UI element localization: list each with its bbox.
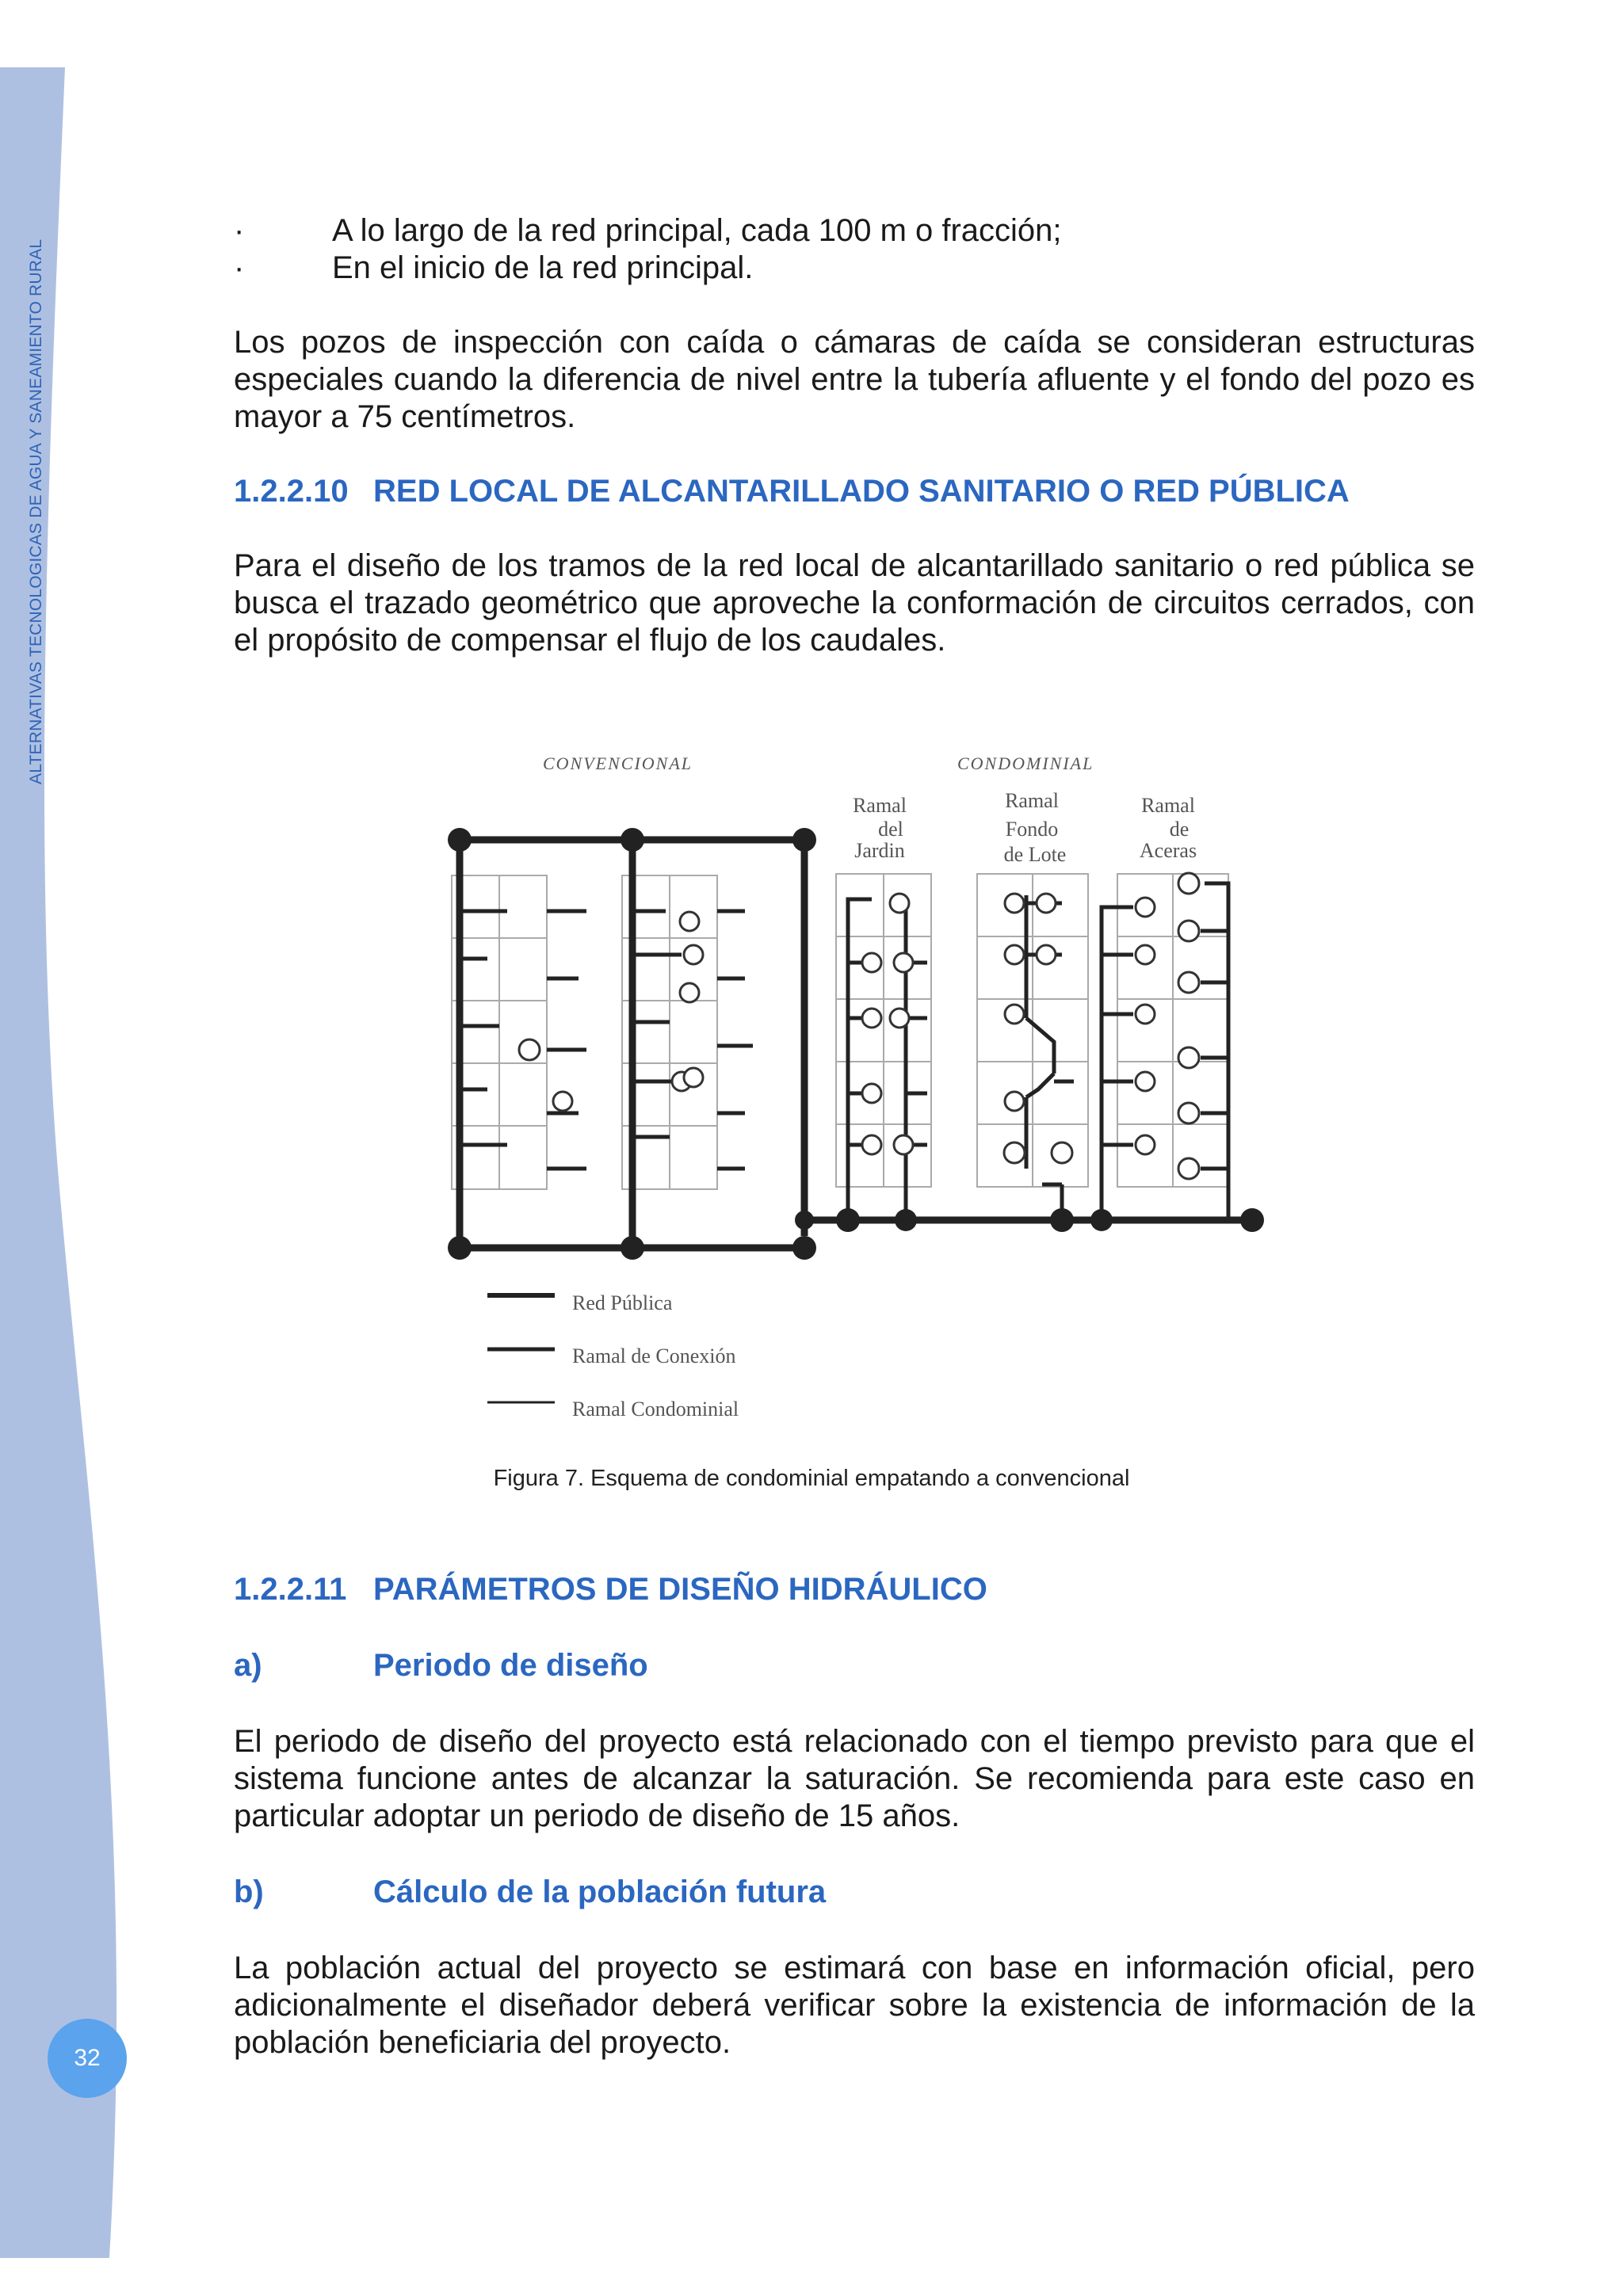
page-content-lower <box>234 1571 1475 2061</box>
ramal-aceras-line1: Ramal <box>1141 794 1195 817</box>
subheading-marker: b) <box>234 1875 264 1909</box>
section-heading-red-local <box>234 473 1475 510</box>
figure-caption: Figura 7. Esquema de condominial empatando a convencional <box>493 1466 1130 1491</box>
section-title: RED LOCAL DE ALCANTARILLADO SANITARIO O RED PÚBLICA <box>373 474 1350 509</box>
bullet-item <box>234 250 1475 287</box>
paragraph-trazado: Para el diseño de los tramos de la red local de alcantarillado sanitario o red pública se busca el trazado geométrico que aproveche la conformación de circuitos cerrados, con el propósito de compensar el flujo de los caudales. <box>234 548 1475 658</box>
subheading-title: Cálculo de la población futura <box>373 1875 827 1909</box>
subheading-title: Periodo de diseño <box>373 1648 648 1683</box>
paragraph-periodo: El periodo de diseño del proyecto está relacionado con el tiempo previsto para que el sistema funcione antes de alcanzar la saturación. Se recomienda para este caso en particular adoptar un periodo de diseño de 15 años. <box>234 1724 1475 1833</box>
subheading-periodo <box>234 1647 1475 1684</box>
ramal-aceras-line3: Aceras <box>1139 839 1197 862</box>
bullet-text: A lo largo de la red principal, cada 100 m o fracción; <box>332 213 1062 248</box>
section-title: PARÁMETROS DE DISEÑO HIDRÁULICO <box>373 1572 987 1607</box>
ramal-fondo-line3: de Lote <box>1003 843 1067 866</box>
bullet-text: En el inicio de la red principal. <box>332 250 754 285</box>
page-number-badge: 32 <box>48 2019 127 2098</box>
bullet-marker: · <box>234 250 245 285</box>
section-heading-parametros <box>234 1571 1475 1608</box>
legend-red-publica: Red Pública <box>572 1291 673 1314</box>
figure-condominial <box>428 741 1276 1430</box>
side-band <box>0 0 127 2296</box>
bullet-marker: · <box>234 213 245 248</box>
paragraph-poblacion: La población actual del proyecto se estimará con base en información oficial, pero adicionalmente el diseñador deberá verificar sobre la existencia de información de la población beneficiaria del proyecto. <box>234 1951 1475 2060</box>
legend-ramal-condominial: Ramal Condominial <box>572 1398 739 1421</box>
page-content <box>234 212 1475 659</box>
label-convencional: CONVENCIONAL <box>543 753 693 773</box>
ramal-fondo-line1: Ramal <box>1005 789 1059 812</box>
figure-diagram <box>428 741 1276 1430</box>
ramal-jardin-line2: del <box>878 818 903 841</box>
bullet-item <box>234 212 1475 250</box>
ramal-aceras-line2: de <box>1169 818 1190 841</box>
sidebar-vertical-text: ALTERNATIVAS TECNOLOGICAS DE AGUA Y SANEAMIENTO RURAL <box>27 238 45 784</box>
section-number: 1.2.2.11 <box>234 1572 347 1607</box>
subheading-marker: a) <box>234 1648 262 1683</box>
ramal-fondo-line2: Fondo <box>1005 818 1059 841</box>
ramal-jardin-line3: Jardin <box>854 839 905 862</box>
section-number: 1.2.2.10 <box>234 474 349 509</box>
legend-ramal-conexion: Ramal de Conexión <box>572 1344 736 1367</box>
label-condominial: CONDOMINIAL <box>957 753 1094 773</box>
ramal-jardin-line1: Ramal <box>853 794 907 817</box>
paragraph-pozos: Los pozos de inspección con caída o cámaras de caída se consideran estructuras especiales cuando la diferencia de nivel entre la tubería afluente y el fondo del pozo es mayor a 75 centímetros. <box>234 325 1475 434</box>
subheading-poblacion <box>234 1874 1475 1911</box>
